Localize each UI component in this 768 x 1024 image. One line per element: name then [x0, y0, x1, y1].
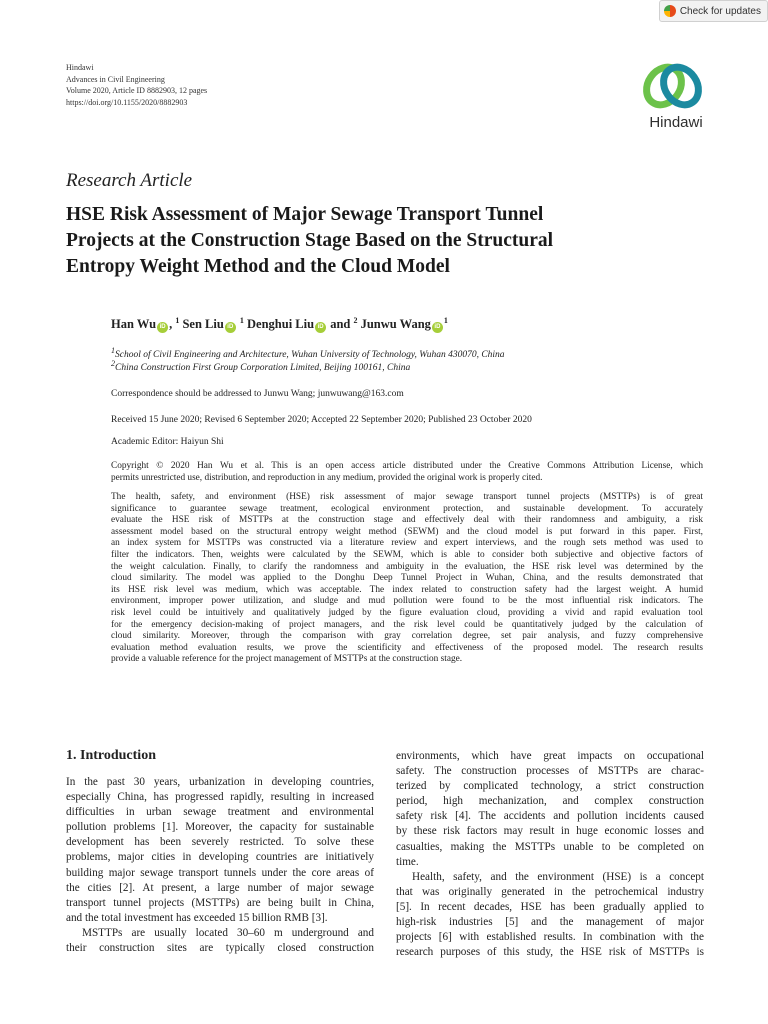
body-line: Health, safety, and the environment (HSE) is a concept — [412, 870, 704, 883]
article-dates: Received 15 June 2020; Revised 6 September 2020; Accepted 22 September 2020; Published 23 October 2020 — [111, 415, 532, 425]
affiliation-mark: 1 — [175, 315, 180, 325]
author-name: Junwu Wang — [360, 317, 431, 331]
copyright-notice — [111, 461, 703, 484]
abstract-line: risk level could be intuitively and qualitatively judged by the figure evaluation cloud, providing a vivid and rapid evaluation tool — [111, 607, 703, 618]
affiliation: $^2$China Construction First Group Corporation Limited, Beijing 100161, China — [111, 358, 411, 373]
academic-editor: Academic Editor: Haiyun Shi — [111, 437, 224, 447]
author-name: Sen Liu — [182, 317, 224, 331]
body-line: that was originally generated in the petrochemical industry — [396, 885, 704, 898]
journal-meta — [66, 62, 207, 108]
abstract-line: filter the indicators. Then, weights were calculated by the SEWM, which is able to consider both subjective and objective factors of — [111, 549, 703, 560]
body-line: especially China, has progressed rapidly, resulting in increased — [66, 791, 374, 804]
title-line: Projects at the Construction Stage Based on the Structural — [66, 230, 554, 251]
journal-name: Advances in Civil Engineering — [66, 74, 165, 84]
intro-right-column — [396, 749, 704, 960]
article-type: Research Article — [66, 170, 193, 191]
body-line: and the total investment has exceeded 15 billion RMB [3]. — [66, 911, 328, 924]
hindawi-logo-word: Hindawi — [649, 114, 703, 131]
paper-title — [66, 202, 686, 280]
orcid-icon[interactable]: iD — [432, 322, 443, 333]
body-line: problems, major cities in developing countries are initiatively — [66, 851, 374, 864]
body-line: building major sewage transport tunnels under the core areas of — [66, 866, 374, 879]
copyright-line: Copyright © 2020 Han Wu et al. This is an open access article distributed under the Creative Commons Attribution License, which — [111, 461, 703, 471]
publisher-name: Hindawi — [66, 63, 94, 72]
abstract-line: cloud similarity. The model was applied to the Donghu Deep Tunnel Project in Wuhan, China, and the results demonstrated that — [111, 573, 703, 584]
copyright-line: permits unrestricted use, distribution, and reproduction in any medium, provided the original work is properly cited. — [111, 472, 543, 483]
body-line: environments, which have great impacts on occupational — [396, 750, 704, 762]
affiliation-mark: 1 — [239, 315, 244, 325]
body-line: period, high mechanization, and complex construction — [396, 795, 704, 808]
body-line: transport tunnel projects (MSTTPs) are being built in China, — [66, 896, 374, 909]
check-for-updates-label: Check for updates — [679, 5, 761, 17]
body-line: high-risk industries [5] and the management of major — [396, 916, 704, 929]
abstract-line: the weight calculation. Finally, to clarify the randomness and ambiguity in the evaluation, the HSE risk level was determined by the — [111, 561, 703, 572]
abstract-line: assessment model based on the structural entropy weight method (SEWM) and the cloud model is put forward in this paper. First, — [111, 526, 703, 537]
body-line: MSTTPs are usually located 30–60 m underground and — [82, 926, 374, 939]
abstract-line: The health, safety, and environment (HSE) risk assessment of major sewage transport tunnel projects (MSTTPs) is of great — [111, 492, 703, 502]
body-line: research purposes of this study, the HSE risk of MSTTPs is — [396, 946, 704, 959]
body-line: terized by complicated technology, a strict construction — [396, 780, 704, 793]
section-heading: 1. Introduction — [66, 748, 156, 763]
body-line: pollution problems [1]. Moreover, the capacity for sustainable — [66, 821, 374, 834]
abstract — [111, 492, 703, 666]
abstract-line: environment, improper power utilization, and sludge and mud pollution were found to be the most influential risk indicators. The — [111, 596, 703, 607]
body-line: [5]. In recent decades, HSE has been gradually applied to — [396, 900, 704, 913]
body-line: safety risk [4]. The accidents and pollution incidents caused — [396, 810, 704, 823]
crossmark-icon — [664, 5, 676, 17]
body-line: In the past 30 years, urbanization in developing countries, — [66, 776, 374, 788]
doi-link[interactable]: https://doi.org/10.1155/2020/8882903 — [66, 97, 188, 107]
body-line: the cities [2]. At present, a large number of major sewage — [66, 881, 374, 894]
author-name: Denghui Liu — [247, 317, 315, 331]
body-line: development has been severely restricted. To solve these — [66, 836, 374, 849]
affiliation-mark: 2 — [353, 315, 358, 325]
abstract-line: for the emergency decision-making of project managers, and the risk level could be quantitatively judged by the calculation of — [111, 619, 703, 630]
body-line: time. — [396, 855, 419, 868]
body-line: by these risk factors may result in huge economic losses and — [396, 825, 704, 838]
orcid-icon[interactable]: iD — [225, 322, 236, 333]
check-for-updates-button[interactable] — [659, 0, 768, 22]
author-name: Han Wu — [111, 317, 157, 331]
affiliation-mark: 1 — [443, 315, 448, 325]
body-line: projects [6] with established results. In combination with the — [396, 931, 704, 944]
abstract-line: evaluate the HSE risk of MSTTPs at the construction stage and effectively deal with their randomness and ambiguity, a risk — [111, 515, 703, 526]
abstract-line: an index system for MSTTPs was constructed via a literature review and expert interviews, and the rough sets method was used to — [111, 538, 703, 549]
body-line: safety. The construction processes of MSTTPs are charac- — [396, 765, 704, 778]
orcid-icon[interactable]: iD — [315, 322, 326, 333]
body-line: difficulties in urban sewage treatment and environmental — [66, 806, 374, 819]
volume-info: Volume 2020, Article ID 8882903, 12 pages — [66, 86, 208, 95]
abstract-line: evaluation method evaluation results, we prove the scientificity and effectiveness of the proposed model. The research results — [111, 642, 703, 653]
body-line: their construction sites are typically closed construction — [66, 942, 374, 955]
body-line: casualties, making the MSTTPs unable to be completed on — [396, 840, 704, 853]
abstract-line: its HSE risk level was medium, which was acceptable. The index related to construction safety had the largest weight. A humid — [111, 584, 703, 595]
title-line: HSE Risk Assessment of Major Sewage Transport Tunnel — [66, 204, 544, 225]
title-line: Entropy Weight Method and the Cloud Model — [66, 256, 450, 277]
abstract-line: provide a valuable reference for the project management of MSTTPs at the construction stage. — [111, 654, 463, 665]
abstract-line: significance to guarantee sewage treatment, ecological environment protection, and sustainable development. To accurately — [111, 503, 703, 514]
orcid-icon[interactable]: iD — [157, 322, 168, 333]
affiliation: $^1$School of Civil Engineering and Architecture, Wuhan University of Technology, Wuhan 430070, China — [111, 345, 505, 360]
intro-left-column — [66, 775, 374, 956]
author-list: Han Wu iD , $^1$ Sen Liu iD $^1$ Denghui Liu iD and $^2$ Junwu Wang $iD^1$ — [111, 315, 448, 331]
correspondence: Correspondence should be addressed to Junwu Wang; junwuwang@163.com — [111, 389, 404, 399]
abstract-line: cloud similarity. Moreover, through the comparison with gray correlation degree, set pair analysis, and fuzzy comprehensive — [111, 631, 703, 642]
